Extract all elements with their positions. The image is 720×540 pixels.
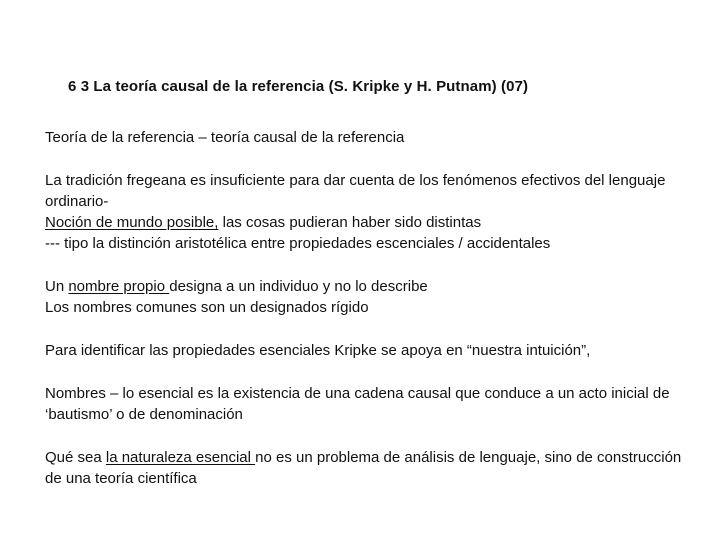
text-designa-individuo: designa a un individuo y no lo describe xyxy=(169,278,428,295)
underlined-nombre-propio: nombre propio xyxy=(68,278,170,295)
slide-body xyxy=(45,127,685,489)
text-que-sea: Qué sea xyxy=(45,449,106,466)
text-cosas-distintas: las cosas pudieran haber sido distintas xyxy=(218,214,482,231)
paragraph-tradicion-fregeana xyxy=(45,170,685,254)
slide-title: 6 3 La teoría causal de la referencia (S. Kripke y H. Putnam) (07) xyxy=(68,78,529,95)
underlined-mundo-posible: Noción de mundo posible, xyxy=(45,214,219,231)
text-nombres-comunes: Los nombres comunes son un designados rígido xyxy=(45,299,369,316)
text-un: Un xyxy=(45,278,69,295)
paragraph-nombre-propio xyxy=(45,276,685,318)
text-teoria-cientifica: no es un problema de análisis de lenguaje, sino de construcción de una teoría científica xyxy=(45,449,682,487)
paragraph-referencia: Teoría de la referencia – teoría causal de la referencia xyxy=(45,129,405,146)
underlined-naturaleza-esencial: la naturaleza esencial xyxy=(105,449,256,466)
paragraph-cadena-causal: Nombres – lo esencial es la existencia de una cadena causal que conduce a un acto inicial de ‘bautismo’ o de denominación xyxy=(45,385,670,423)
paragraph-naturaleza-esencial xyxy=(45,447,685,489)
text-distincion-aristotelica: --- tipo la distinción aristotélica entre propiedades escenciales / accidentales xyxy=(45,235,551,252)
paragraph-intuicion: Para identificar las propiedades esenciales Kripke se apoya en “nuestra intuición”, xyxy=(45,342,591,359)
text-tradicion-fregeana: La tradición fregeana es insuficiente para dar cuenta de los fenómenos efectivos del lenguaje ordinario- xyxy=(45,172,666,210)
